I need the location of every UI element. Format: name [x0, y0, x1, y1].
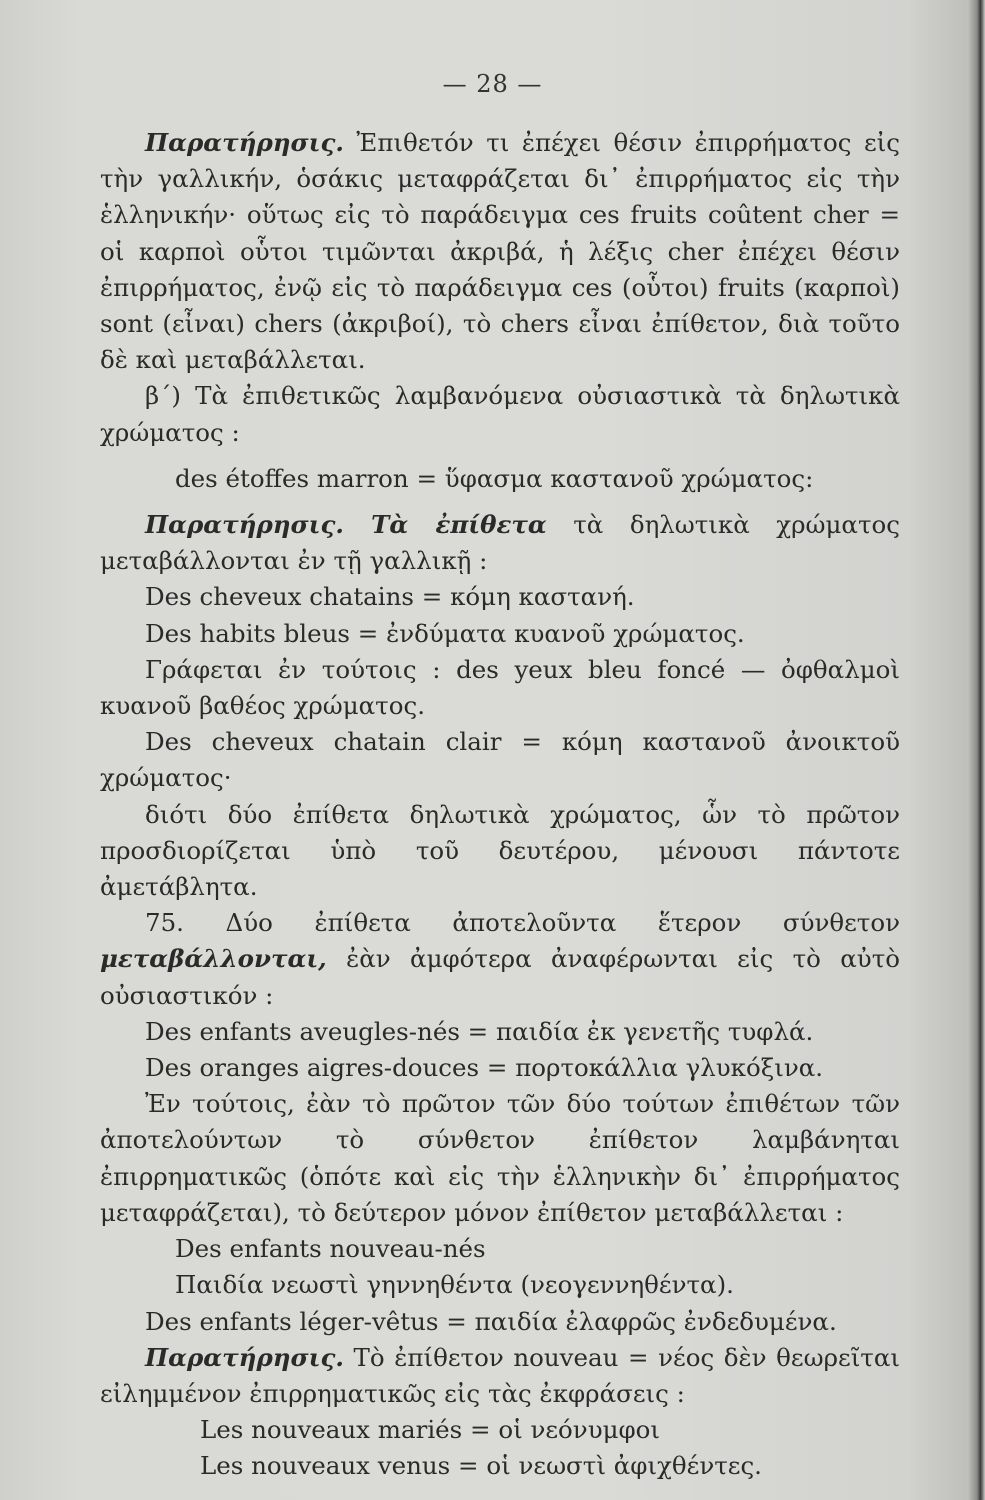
emphasis-text: μεταβάλλονται, [100, 944, 327, 974]
paragraph-text: ἐὰν ἀμφότερα ἀναφέρωνται εἰς τὸ αὐτὸ οὐσιαστικόν : [100, 944, 900, 1010]
paragraph-note [100, 652, 900, 724]
remark-heading: Παρατήρησις. [145, 128, 344, 157]
example-line: Παιδία νεωστὶ γηννηθέντα (νεογεννηθέντα). [175, 1270, 734, 1300]
emphasis-text: Τὰ ἐπίθετα [343, 510, 547, 540]
paragraph-remark-3 [100, 1340, 900, 1412]
paragraph-exception [100, 1086, 900, 1231]
paragraph-text: Τὸ ἐπίθετον nouveau = νέος δὲν θεωρεῖται εἰλημμένον ἐπιρρηματικῶς εἰς τὰς ἐκφράσεις : [100, 1342, 900, 1408]
paragraph-remark-1 [100, 125, 900, 378]
paragraph-text: τὰ δηλωτικὰ χρώματος μεταβάλλονται ἐν τῇ γαλλικῇ : [100, 510, 900, 576]
paragraph-text: Ἐν τούτοις, ἐὰν τὸ πρῶτον τῶν δύο τούτων ἐπιθέτων τῶν ἀποτελούντων τὸ σύνθετον ἐπίθετον λαμβάνηται ἐπιρρηματικῶς (ὁπότε καὶ εἰς τὴν ἑλληνικὴν δι᾽ ἐπιρρήματος μεταφράζεται), τὸ δεύτερον μόνον ἐπίθετον μεταβάλλεται : [100, 1089, 900, 1227]
paragraph-section-75 [100, 905, 900, 1014]
example-line: Les nouveaux venus = οἱ νεωστὶ ἀφιχθέντες. [200, 1451, 762, 1481]
page-text [100, 125, 900, 1485]
paragraph-text: Des cheveux chatain clair = κόμη καστανοῦ ἀνοικτοῦ χρώματος· [100, 727, 900, 793]
example-line: Les nouveaux mariés = οἱ νεόνυμφοι [200, 1415, 661, 1445]
paragraph-remark-2 [100, 507, 900, 579]
example-line: des étoffes marron = ὕφασμα καστανοῦ χρώματος: [175, 463, 814, 493]
paragraph-beta [100, 378, 900, 450]
example-line: Des enfants nouveau-nés [175, 1234, 486, 1264]
page-binding-edge [967, 0, 985, 1500]
remark-heading: Παρατήρησις. [145, 510, 344, 540]
paragraph-explanation [100, 797, 900, 906]
example-line: Des habits bleus = ἐνδύματα κυανοῦ χρώματος. [145, 618, 745, 648]
paragraph-text: Γράφεται ἐν τούτοις : des yeux bleu foncé — ὀφθαλμοὶ κυανοῦ βαθέος χρώματος. [100, 654, 900, 721]
example-line: Des oranges aigres-douces = πορτοκάλλια γλυκόξινα. [145, 1053, 824, 1083]
paragraph-text: διότι δύο ἐπίθετα δηλωτικὰ χρώματος, ὧν τὸ πρῶτον προσδιορίζεται ὑπὸ τοῦ δευτέρου, μένουσι πάντοτε ἀμετάβλητα. [100, 799, 900, 902]
page-number: — 28 — [442, 70, 543, 98]
paragraph-text: Ἐπιθετόν τι ἐπέχει θέσιν ἐπιρρήματος εἰς τὴν γαλλικήν, ὁσάκις μεταφράζεται δι᾽ ἐπιρρήματος εἰς τὴν ἑλληνικήν· οὕτως εἰς τὸ παράδειγμα ces fruits coûtent cher = οἱ καρποὶ οὗτοι τιμῶνται ἀκριβά, ἡ λέξις cher ἐπέχει θέσιν ἐπιρρήματος, ἐνῷ εἰς τὸ παράδειγμα ces (οὗτοι) fruits (καρποὶ) sont (εἶναι) chers (ἀκριβοί), τὸ chers εἶναι ἐπίθετον, διὰ τοῦτο δὲ καὶ μεταβάλλεται. [100, 128, 900, 375]
paragraph-text: β΄) Τὰ ἐπιθετικῶς λαμβανόμενα οὐσιαστικὰ τὰ δηλωτικὰ χρώματος : [100, 381, 900, 447]
example-line: Des enfants aveugles-nés = παιδία ἐκ γενετῆς τυφλά. [145, 1016, 814, 1046]
example-line: Des enfants léger-vêtus = παιδία ἐλαφρῶς ἐνδεδυμένα. [145, 1306, 837, 1336]
remark-heading: Παρατήρησις. [145, 1342, 344, 1372]
example-line: Des cheveux chatains = κόμη καστανή. [145, 582, 635, 612]
section-lead: 75. Δύο ἐπίθετα ἀποτελοῦντα ἕτερον σύνθετον [145, 908, 900, 938]
paragraph-example [100, 724, 900, 796]
